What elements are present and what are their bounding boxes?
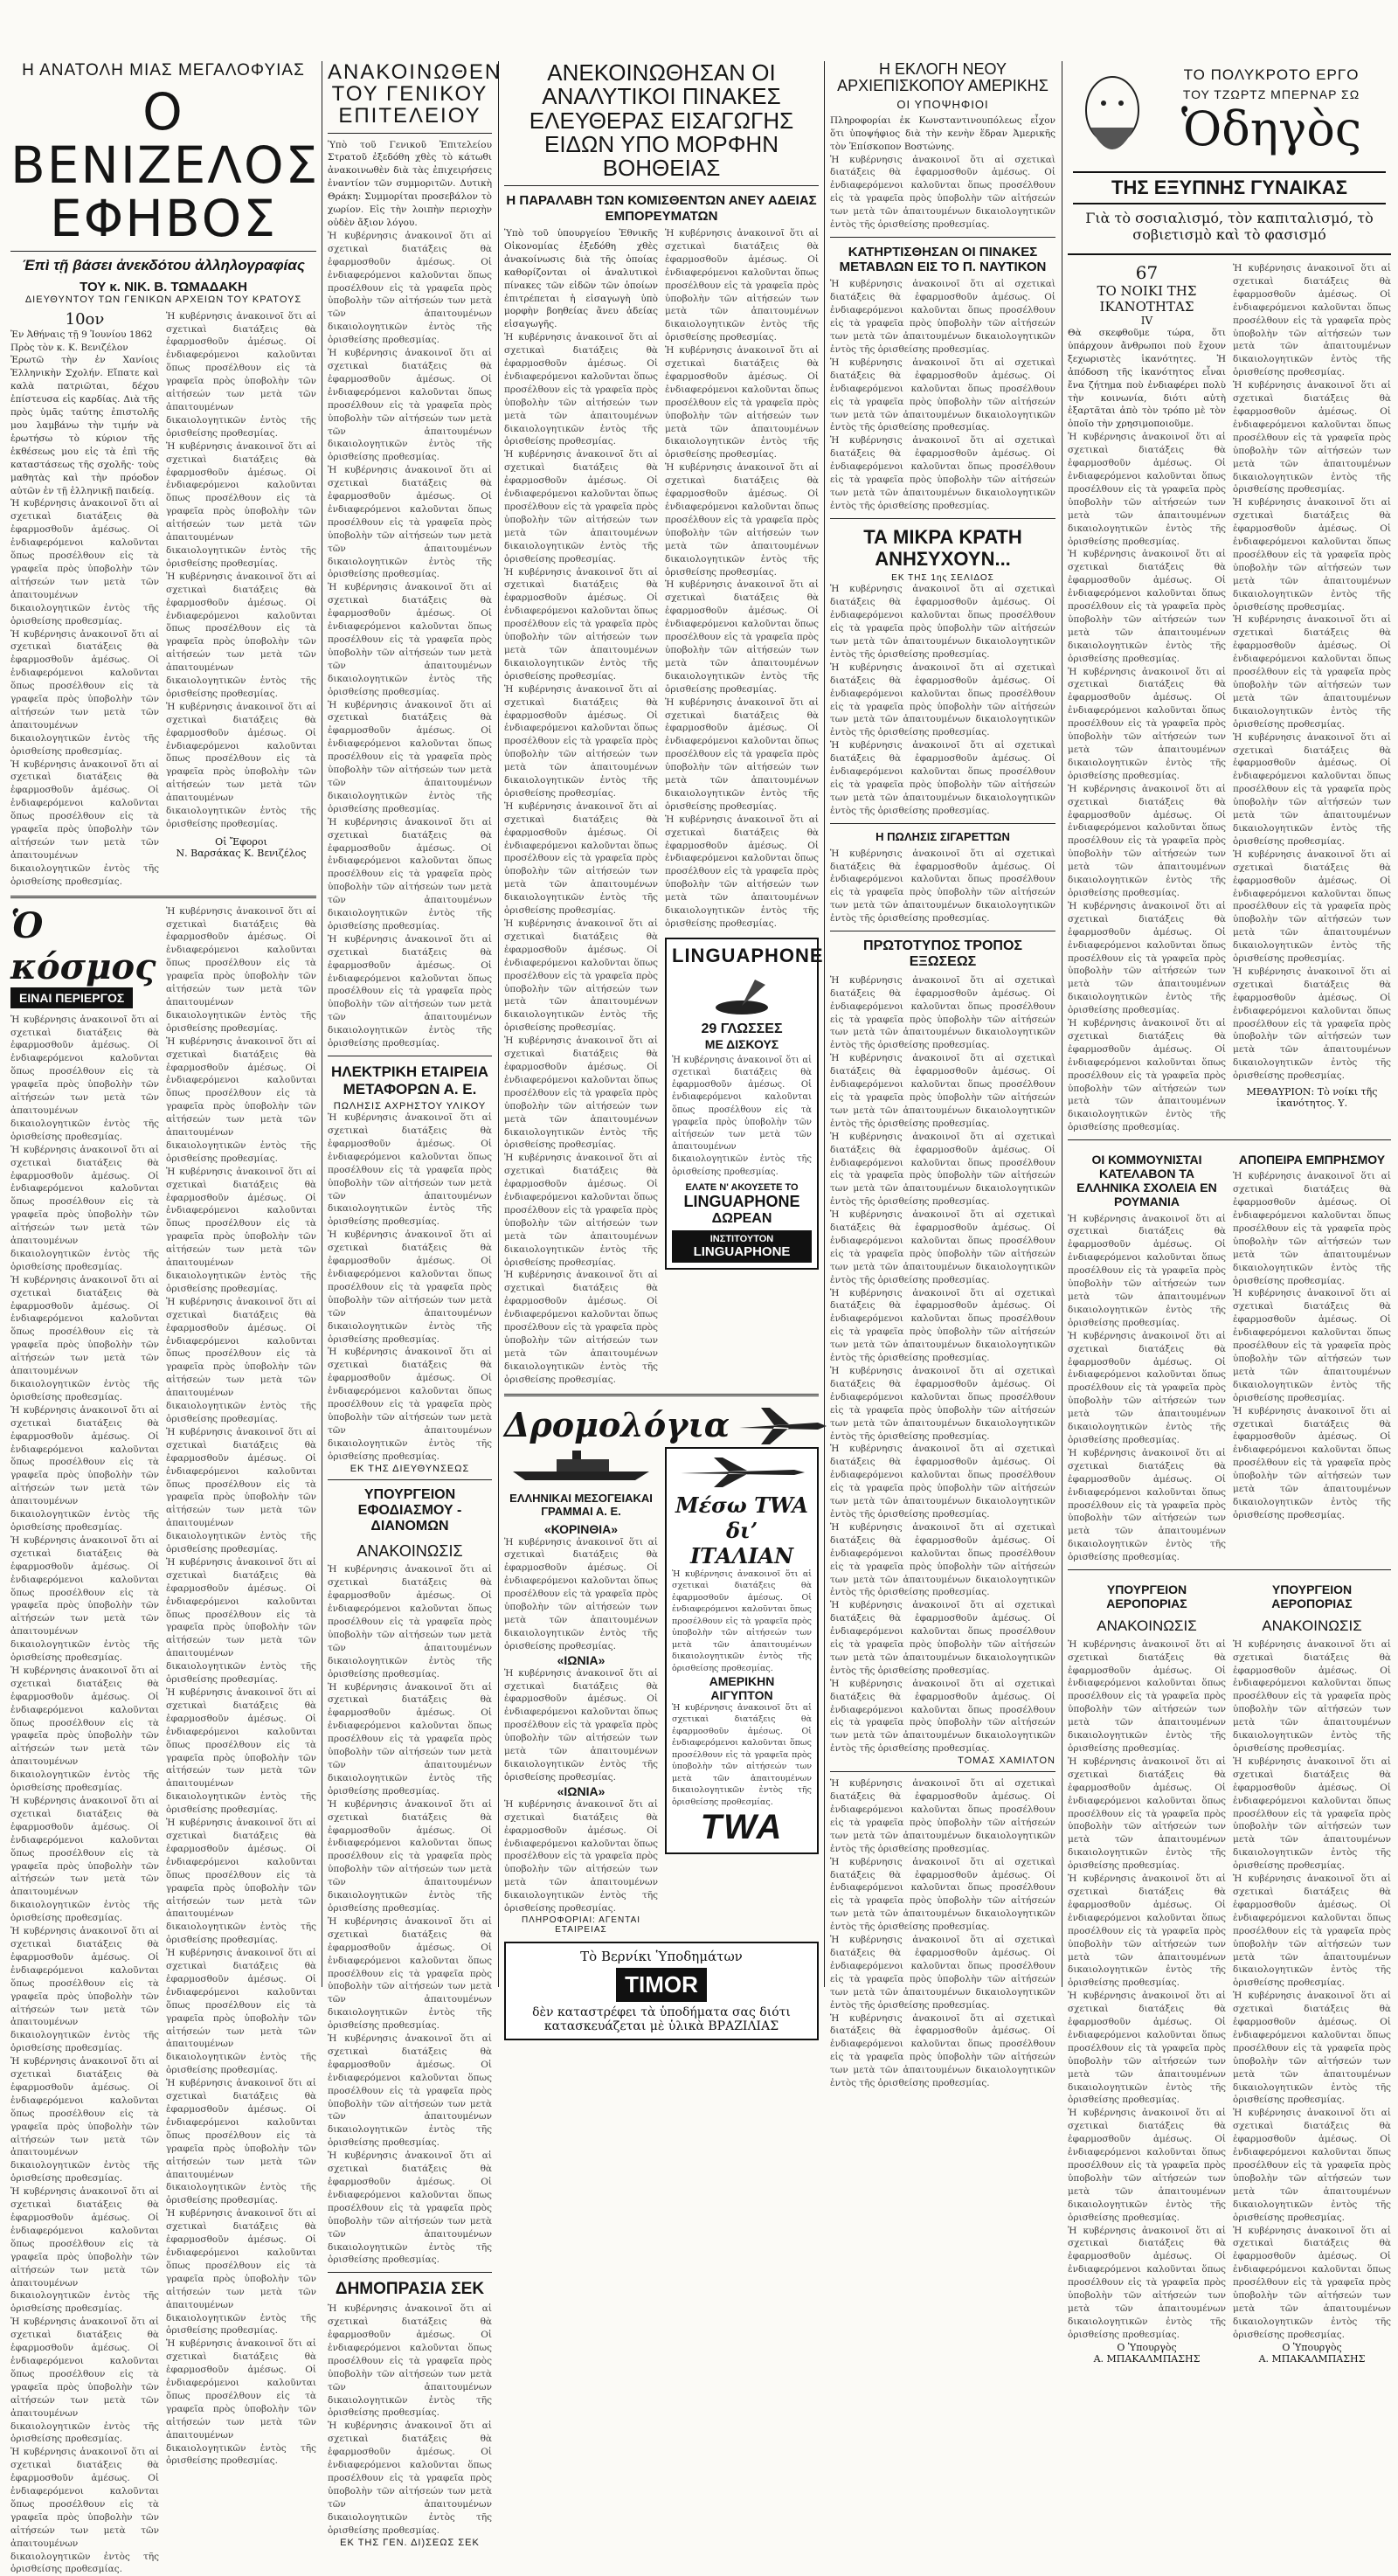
romania-headline: ΟΙ ΚΟΜΜΟΥΝΙΣΤΑΙ ΚΑΤΕΛΑΒΟΝ ΤΑ ΕΛΛΗΝΙΚΑ ΣΧΟΛΕΙΑ ΕΝ ΡΟΥΜΑΝΙΑ xyxy=(1076,1153,1217,1209)
import-headline: ΑΝΕΚΟΙΝΩΘΗΣΑΝ ΟΙ ΑΝΑΛΥΤΙΚΟΙ ΠΙΝΑΚΕΣ ΕΛΕΥΘΕΡΑΣ ΕΙΣΑΓΩΓΗΣ ΕΙΔΩΝ ΥΠΟ ΜΟΡΦΗΝ ΒΟΗΘΕΙΑΣ xyxy=(529,59,794,182)
col4-body-20: Ἡ κυβέρνησις ἀνακοινοῖ ὅτι αἱ σχετικαὶ διατάξεις θὰ ἐφαρμοσθοῦν ἀμέσως. Οἱ ἐνδιαφερόμενοι καλοῦνται ὅπως προσέλθουν εἰς τὰ γραφεῖα πρὸς ὑποβολὴν τῶν αἰτήσεών των μετὰ τῶν ἀπαιτουμένων δικαιολογητικῶν ἐντὸς τῆς ὁρισθείσης προθεσμίας. xyxy=(830,1856,1055,1933)
electric-company-title: ΗΛΕΚΤΡΙΚΗ ΕΤΑΙΡΕΙΑ ΜΕΤΑΦΟΡΩΝ Α. Ε. xyxy=(330,1063,489,1098)
subtitle: Έπὶ τῇ βάσει ἀνεκδότου ἀλληλογραφίας xyxy=(22,256,305,274)
col4-body-6: Ἡ κυβέρνησις ἀνακοινοῖ ὅτι αἱ σχετικαὶ διατάξεις θὰ ἐφαρμοσθοῦν ἀμέσως. Οἱ ἐνδιαφερόμενοι καλοῦνται ὅπως προσέλθουν εἰς τὰ γραφεῖα πρὸς ὑποβολὴν τῶν αἰτήσεών των μετὰ τῶν ἀπαιτουμένων δικαιολογητικῶν ἐντὸς τῆς ὁρισθείσης προθεσμίας. xyxy=(830,661,1055,738)
column-4 xyxy=(830,60,1055,2089)
col4-body-3: Ἡ κυβέρνησις ἀνακοινοῖ ὅτι αἱ σχετικαὶ διατάξεις θὰ ἐφαρμοσθοῦν ἀμέσως. Οἱ ἐνδιαφερόμενοι καλοῦνται ὅπως προσέλθουν εἰς τὰ γραφεῖα πρὸς ὑποβολὴν τῶν αἰτήσεών των μετὰ τῶν ἀπαιτουμένων δικαιολογητικῶν ἐντὸς τῆς ὁρισθείσης προθεσμίας. xyxy=(830,357,1055,433)
col5-body-13: Ἡ κυβέρνησις ἀνακοινοῖ ὅτι αἱ σχετικαὶ διατάξεις θὰ ἐφαρμοσθοῦν ἀμέσως. Οἱ ἐνδιαφερόμενοι καλοῦνται ὅπως προσέλθουν εἰς τὰ γραφεῖα πρὸς ὑποβολὴν τῶν αἰτήσεών των μετὰ τῶν ἀπαιτουμένων δικαιολογητικῶν ἐντὸς τῆς ὁρισθείσης προθεσμίας. xyxy=(1233,966,1391,1082)
column-5 xyxy=(1068,61,1391,2365)
ship-2-info: Ἡ κυβέρνησις ἀνακοινοῖ ὅτι αἱ σχετικαὶ διατάξεις θὰ ἐφαρμοσθοῦν ἀμέσως. Οἱ ἐνδιαφερόμενοι καλοῦνται ὅπως προσέλθουν εἰς τὰ γραφεῖα πρὸς ὑποβολὴν τῶν αἰτήσεών των μετὰ τῶν ἀπαιτουμένων δικαιολογητικῶν ἐντὸς τῆς ὁρισθείσης προθεσμίας. xyxy=(504,1667,658,1783)
article-body: Ἐρωτῶ τὴν ἐν Χανίοις Ἑλληνικὴν Σχολήν. Εἴπατε καὶ καλὰ πατριῶται, δέχου ἐπίστευσα εἰς καρδίας. Διὰ τῆς πρὸς ὑμᾶς ταύτης ἐπιστολῆς μου λαμβάνω τὴν τιμήν νὰ ἐρωτήσω τὸ κύριον τῆς ἐκθέσεως μου εἰς τὰ ἐπὶ τῆς καταστάσεως τῆς σχολῆς· τοὺς μαθητὰς καὶ τὴν πρόοδον αὐτῶν ἐν τῇ ἑλληνικῇ παιδείᾳ. xyxy=(10,355,159,496)
col3-body-11: Ἡ κυβέρνησις ἀνακοινοῖ ὅτι αἱ σχετικαὶ διατάξεις θὰ ἐφαρμοσθοῦν ἀμέσως. Οἱ ἐνδιαφερόμενοι καλοῦνται ὅπως προσέλθουν εἰς τὰ γραφεῖα πρὸς ὑποβολὴν τῶν αἰτήσεών των μετὰ τῶν ἀπαιτουμένων δικαιολογητικῶν ἐντὸς τῆς ὁρισθείσης προθεσμίας. xyxy=(665,345,819,460)
twa-body-2: Ἡ κυβέρνησις ἀνακοινοῖ ὅτι αἱ σχετικαὶ διατάξεις θὰ ἐφαρμοσθοῦν ἀμέσως. Οἱ ἐνδιαφερόμενοι καλοῦνται ὅπως προσέλθουν εἰς τὰ γραφεῖα πρὸς ὑποβολὴν τῶν αἰτήσεών των μετὰ τῶν ἀπαιτουμένων δικαιολογητικῶν ἐντὸς τῆς ὁρισθείσης προθεσμίας. xyxy=(672,1703,812,1807)
kicker: Η ΑΝΑΤΟΛΗ ΜΙΑΣ ΜΕΓΑΛΟΦΥΙΑΣ xyxy=(22,61,305,80)
byline-role: ΔΙΕΥΘΥΝΤΟΥ ΤΩΝ ΓΕΝΙΚΩΝ ΑΡΧΕΙΩΝ ΤΟΥ ΚΡΑΤΟΥΣ xyxy=(24,294,302,305)
kosmos-body-10: Ἡ κυβέρνησις ἀνακοινοῖ ὅτι αἱ σχετικαὶ διατάξεις θὰ ἐφαρμοσθοῦν ἀμέσως. Οἱ ἐνδιαφερόμενοι καλοῦνται ὅπως προσέλθουν εἰς τὰ γραφεῖα πρὸς ὑποβολὴν τῶν αἰτήσεών των μετὰ τῶν ἀπαιτουμένων δικαιολογητικῶν ἐντὸς τῆς ὁρισθείσης προθεσμίας. xyxy=(10,2186,159,2315)
col4-body-19: Ἡ κυβέρνησις ἀνακοινοῖ ὅτι αἱ σχετικαὶ διατάξεις θὰ ἐφαρμοσθοῦν ἀμέσως. Οἱ ἐνδιαφερόμενοι καλοῦνται ὅπως προσέλθουν εἰς τὰ γραφεῖα πρὸς ὑποβολὴν τῶν αἰτήσεών των μετὰ τῶν ἀπαιτουμένων δικαιολογητικῶν ἐντὸς τῆς ὁρισθείσης προθεσμίας. xyxy=(830,1778,1055,1854)
article-body-5: Ἡ κυβέρνησις ἀνακοινοῖ ὅτι αἱ σχετικαὶ διατάξεις θὰ ἐφαρμοσθοῦν ἀμέσως. Οἱ ἐνδιαφερόμενοι καλοῦνται ὅπως προσέλθουν εἰς τὰ γραφεῖα πρὸς ὑποβολὴν τῶν αἰτήσεών των μετὰ τῶν ἀπαιτουμένων δικαιολογητικῶν ἐντὸς τῆς ὁρισθείσης προθεσμίας. xyxy=(166,310,316,439)
col2-body-3: Ἡ κυβέρνησις ἀνακοινοῖ ὅτι αἱ σχετικαὶ διατάξεις θὰ ἐφαρμοσθοῦν ἀμέσως. Οἱ ἐνδιαφερόμενοι καλοῦνται ὅπως προσέλθουν εἰς τὰ γραφεῖα πρὸς ὑποβολὴν τῶν αἰτήσεών των μετὰ τῶν ἀπαιτουμένων δικαιολογητικῶν ἐντὸς τῆς ὁρισθείσης προθεσμίας. xyxy=(328,465,492,580)
kosmos-body-1: Ἡ κυβέρνησις ἀνακοινοῖ ὅτι αἱ σχετικαὶ διατάξεις θὰ ἐφαρμοσθοῦν ἀμέσως. Οἱ ἐνδιαφερόμενοι καλοῦνται ὅπως προσέλθουν εἰς τὰ γραφεῖα πρὸς ὑποβολὴν τῶν αἰτήσεών των μετὰ τῶν ἀπαιτουμένων δικαιολογητικῶν ἐντὸς τῆς ὁρισθείσης προθεσμίας. xyxy=(10,1014,159,1142)
kosmos-body-5: Ἡ κυβέρνησις ἀνακοινοῖ ὅτι αἱ σχετικαὶ διατάξεις θὰ ἐφαρμοσθοῦν ἀμέσως. Οἱ ἐνδιαφερόμενοι καλοῦνται ὅπως προσέλθουν εἰς τὰ γραφεῖα πρὸς ὑποβολὴν τῶν αἰτήσεών των μετὰ τῶν ἀπαιτουμένων δικαιολογητικῶν ἐντὸς τῆς ὁρισθείσης προθεσμίας. xyxy=(10,1534,159,1664)
navy-headline: ΚΑΤΗΡΤΙΣΘΗΣΑΝ ΟΙ ΠΙΝΑΚΕΣ ΜΕΤΑΒΛΩΝ ΕΙΣ ΤΟ Π. ΝΑΥΤΙΚΟΝ xyxy=(839,244,1047,275)
air-ministry-2-signature: Ο Ὑπουργὸς Α. ΜΠΑΚΑΛΜΠΑΣΗΣ xyxy=(1258,2341,1366,2365)
article-body-8: Ἡ κυβέρνησις ἀνακοινοῖ ὅτι αἱ σχετικαὶ διατάξεις θὰ ἐφαρμοσθοῦν ἀμέσως. Οἱ ἐνδιαφερόμενοι καλοῦνται ὅπως προσέλθουν εἰς τὰ γραφεῖα πρὸς ὑποβολὴν τῶν αἰτήσεών των μετὰ τῶν ἀπαιτουμένων δικαιολογητικῶν ἐντὸς τῆς ὁρισθείσης προθεσμίας. xyxy=(166,701,316,830)
col2-body-15: Ἡ κυβέρνησις ἀνακοινοῖ ὅτι αἱ σχετικαὶ διατάξεις θὰ ἐφαρμοσθοῦν ἀμέσως. Οἱ ἐνδιαφερόμενοι καλοῦνται ὅπως προσέλθουν εἰς τὰ γραφεῖα πρὸς ὑποβολὴν τῶν αἰτήσεών των μετὰ τῶν ἀπαιτουμένων δικαιολογητικῶν ἐντὸς τῆς ὁρισθείσης προθεσμίας. xyxy=(328,2033,492,2149)
col3-body-13: Ἡ κυβέρνησις ἀνακοινοῖ ὅτι αἱ σχετικαὶ διατάξεις θὰ ἐφαρμοσθοῦν ἀμέσως. Οἱ ἐνδιαφερόμενοι καλοῦνται ὅπως προσέλθουν εἰς τὰ γραφεῖα πρὸς ὑποβολὴν τῶν αἰτήσεών των μετὰ τῶν ἀπαιτουμένων δικαιολογητικῶν ἐντὸς τῆς ὁρισθείσης προθεσμίας. xyxy=(665,579,819,695)
routes-title: Δρομολόγια xyxy=(504,1405,730,1445)
col1b-body-1: Ἡ κυβέρνησις ἀνακοινοῖ ὅτι αἱ σχετικαὶ διατάξεις θὰ ἐφαρμοσθοῦν ἀμέσως. Οἱ ἐνδιαφερόμενοι καλοῦνται ὅπως προσέλθουν εἰς τὰ γραφεῖα πρὸς ὑποβολὴν τῶν αἰτήσεών των μετὰ τῶν ἀπαιτουμένων δικαιολογητικῶν ἐντὸς τῆς ὁρισθείσης προθεσμίας. xyxy=(166,905,316,1034)
col5-body-5: Ἡ κυβέρνησις ἀνακοινοῖ ὅτι αἱ σχετικαὶ διατάξεις θὰ ἐφαρμοσθοῦν ἀμέσως. Οἱ ἐνδιαφερόμενοι καλοῦνται ὅπως προσέλθουν εἰς τὰ γραφεῖα πρὸς ὑποβολὴν τῶν αἰτήσεών των μετὰ τῶν ἀπαιτουμένων δικαιολογητικῶν ἐντὸς τῆς ὁρισθείσης προθεσμίας. xyxy=(1068,900,1226,1016)
col2-body-1: Ἡ κυβέρνησις ἀνακοινοῖ ὅτι αἱ σχετικαὶ διατάξεις θὰ ἐφαρμοσθοῦν ἀμέσως. Οἱ ἐνδιαφερόμενοι καλοῦνται ὅπως προσέλθουν εἰς τὰ γραφεῖα πρὸς ὑποβολὴν τῶν αἰτήσεών των μετὰ τῶν ἀπαιτουμένων δικαιολογητικῶν ἐντὸς τῆς ὁρισθείσης προθεσμίας. xyxy=(328,230,492,346)
kosmos-title: Ὁ κόσμος xyxy=(10,904,156,987)
chapter-sub: IV xyxy=(1140,315,1153,327)
col4-body-21: Ἡ κυβέρνησις ἀνακοινοῖ ὅτι αἱ σχετικαὶ διατάξεις θὰ ἐφαρμοσθοῦν ἀμέσως. Οἱ ἐνδιαφερόμενοι καλοῦνται ὅπως προσέλθουν εἰς τὰ γραφεῖα πρὸς ὑποβολὴν τῶν αἰτήσεών των μετὰ τῶν ἀπαιτουμένων δικαιολογητικῶν ἐντὸς τῆς ὁρισθείσης προθεσμίας. xyxy=(830,1935,1055,2011)
timor-brand: TIMOR xyxy=(616,1968,707,2002)
ship-icon xyxy=(504,1447,658,1482)
shaw-title-2: ΤΗΣ ΕΞΥΠΝΗΣ ΓΥΝΑΙΚΑΣ xyxy=(1073,171,1386,204)
cigarettes-headline: Η ΠΩΛΗΣΙΣ ΣΙΓΑΡΕΤΤΩΝ xyxy=(875,829,1010,843)
col4-body-10: Ἡ κυβέρνησις ἀνακοινοῖ ὅτι αἱ σχετικαὶ διατάξεις θὰ ἐφαρμοσθοῦν ἀμέσως. Οἱ ἐνδιαφερόμενοι καλοῦνται ὅπως προσέλθουν εἰς τὰ γραφεῖα πρὸς ὑποβολὴν τῶν αἰτήσεών των μετὰ τῶν ἀπαιτουμένων δικαιολογητικῶν ἐντὸς τῆς ὁρισθείσης προθεσμίας. xyxy=(830,1053,1055,1129)
col5-body-16: Ἡ κυβέρνησις ἀνακοινοῖ ὅτι αἱ σχετικαὶ διατάξεις θὰ ἐφαρμοσθοῦν ἀμέσως. Οἱ ἐνδιαφερόμενοι καλοῦνται ὅπως προσέλθουν εἰς τὰ γραφεῖα πρὸς ὑποβολὴν τῶν αἰτήσεών των μετὰ τῶν ἀπαιτουμένων δικαιολογητικῶν ἐντὸς τῆς ὁρισθείσης προθεσμίας. xyxy=(1068,1447,1226,1563)
col4-body-11: Ἡ κυβέρνησις ἀνακοινοῖ ὅτι αἱ σχετικαὶ διατάξεις θὰ ἐφαρμοσθοῦν ἀμέσως. Οἱ ἐνδιαφερόμενοι καλοῦνται ὅπως προσέλθουν εἰς τὰ γραφεῖα πρὸς ὑποβολὴν τῶν αἰτήσεών των μετὰ τῶν ἀπαιτουμένων δικαιολογητικῶν ἐντὸς τῆς ὁρισθείσης προθεσμίας. xyxy=(830,1131,1055,1208)
col2-body-14: Ἡ κυβέρνησις ἀνακοινοῖ ὅτι αἱ σχετικαὶ διατάξεις θὰ ἐφαρμοσθοῦν ἀμέσως. Οἱ ἐνδιαφερόμενοι καλοῦνται ὅπως προσέλθουν εἰς τὰ γραφεῖα πρὸς ὑποβολὴν τῶν αἰτήσεών των μετὰ τῶν ἀπαιτουμένων δικαιολογητικῶν ἐντὸς τῆς ὁρισθείσης προθεσμίας. xyxy=(328,1915,492,2032)
plane-icon xyxy=(672,1454,812,1489)
col4-body-12: Ἡ κυβέρνησις ἀνακοινοῖ ὅτι αἱ σχετικαὶ διατάξεις θὰ ἐφαρμοσθοῦν ἀμέσως. Οἱ ἐνδιαφερόμενοι καλοῦνται ὅπως προσέλθουν εἰς τὰ γραφεῖα πρὸς ὑποβολὴν τῶν αἰτήσεών των μετὰ τῶν ἀπαιτουμένων δικαιολογητικῶν ἐντὸς τῆς ὁρισθείσης προθεσμίας. xyxy=(830,1209,1055,1285)
kosmos-body-8: Ἡ κυβέρνησις ἀνακοινοῖ ὅτι αἱ σχετικαὶ διατάξεις θὰ ἐφαρμοσθοῦν ἀμέσως. Οἱ ἐνδιαφερόμενοι καλοῦνται ὅπως προσέλθουν εἰς τὰ γραφεῖα πρὸς ὑποβολὴν τῶν αἰτήσεών των μετὰ τῶν ἀπαιτουμένων δικαιολογητικῶν ἐντὸς τῆς ὁρισθείσης προθεσμίας. xyxy=(10,1926,159,2054)
twa-body-1: Ἡ κυβέρνησις ἀνακοινοῖ ὅτι αἱ σχετικαὶ διατάξεις θὰ ἐφαρμοσθοῦν ἀμέσως. Οἱ ἐνδιαφερόμενοι καλοῦνται ὅπως προσέλθουν εἰς τὰ γραφεῖα πρὸς ὑποβολὴν τῶν αἰτήσεών των μετὰ τῶν ἀπαιτουμένων δικαιολογητικῶν ἐντὸς τῆς ὁρισθείσης προθεσμίας. xyxy=(672,1568,812,1673)
chapter-body: Θὰ σκεφθοῦμε τώρα, ὅτι ὑπάρχουν ἄνθρωποι ποὺ ἔχουν ξεχωριστὲς ἱκανότητες. Ἡ ἀπόδοση τῆς ἱκανότητος εἶναι ἔνα ζήτημα ποὺ ἐνδιαφέρει πολὺ τὴν κοινωνία, διότι αὐτὴ ἐξαρτᾶται ἀπὸ τὸν τρόπο μὲ τὸν ὁποῖο τὴν χρησιμοποιοῦμε. xyxy=(1068,328,1226,430)
twa-ad xyxy=(665,1447,819,1855)
shaw-feature-header xyxy=(1068,61,1391,255)
col4-body-16: Ἡ κυβέρνησις ἀνακοινοῖ ὅτι αἱ σχετικαὶ διατάξεις θὰ ἐφαρμοσθοῦν ἀμέσως. Οἱ ἐνδιαφερόμενοι καλοῦνται ὅπως προσέλθουν εἰς τὰ γραφεῖα πρὸς ὑποβολὴν τῶν αἰτήσεών των μετὰ τῶν ἀπαιτουμένων δικαιολογητικῶν ἐντὸς τῆς ὁρισθείσης προθεσμίας. xyxy=(830,1521,1055,1598)
col5-body-21: Ἡ κυβέρνησις ἀνακοινοῖ ὅτι αἱ σχετικαὶ διατάξεις θὰ ἐφαρμοσθοῦν ἀμέσως. Οἱ ἐνδιαφερόμενοι καλοῦνται ὅπως προσέλθουν εἰς τὰ γραφεῖα πρὸς ὑποβολὴν τῶν αἰτήσεών των μετὰ τῶν ἀπαιτουμένων δικαιολογητικῶν ἐντὸς τῆς ὁρισθείσης προθεσμίας. xyxy=(1068,1755,1226,1872)
airplane-icon xyxy=(735,1403,831,1447)
linguaphone-institute xyxy=(672,1230,812,1263)
article-body-7: Ἡ κυβέρνησις ἀνακοινοῖ ὅτι αἱ σχετικαὶ διατάξεις θὰ ἐφαρμοσθοῦν ἀμέσως. Οἱ ἐνδιαφερόμενοι καλοῦνται ὅπως προσέλθουν εἰς τὰ γραφεῖα πρὸς ὑποβολὴν τῶν αἰτήσεών των μετὰ τῶν ἀπαιτουμένων δικαιολογητικῶν ἐντὸς τῆς ὁρισθείσης προθεσμίας. xyxy=(166,571,316,699)
shaw-kicker: ΤΟ ΠΟΛΥΚΡΟΤΟ ΕΡΓΟ xyxy=(1183,66,1360,83)
twa-line4: ΑΙΓΥΠΤΟΝ xyxy=(710,1688,773,1702)
linguaphone-line2: ΜΕ ΔΙΣΚΟΥΣ xyxy=(704,1036,779,1051)
timor-headline: Τὸ Βερνίκι Ὑποδημάτων xyxy=(580,1948,743,1964)
ship-ionia-2: «ΙΩΝΙΑ» xyxy=(557,1783,606,1798)
general-staff-title: ΑΝΑΚΟΙΝΩΘΕΝ ΤΟΥ ΓΕΝΙΚΟΥ ΕΠΙΤΕΛΕΙΟΥ xyxy=(328,60,502,128)
kosmos-subtitle: ΕΙΝΑΙ ΠΕΡΙΕΡΓΟΣ xyxy=(10,987,133,1008)
air-ministry-1-sub: ΑΝΑΚΟΙΝΩΣΙΣ xyxy=(1097,1617,1197,1635)
byline: ΤΟΥ κ. ΝΙΚ. Β. ΤΩΜΑΔΑΚΗ xyxy=(80,279,247,294)
col1b-body-8: Ἡ κυβέρνησις ἀνακοινοῖ ὅτι αἱ σχετικαὶ διατάξεις θὰ ἐφαρμοσθοῦν ἀμέσως. Οἱ ἐνδιαφερόμενοι καλοῦνται ὅπως προσέλθουν εἰς τὰ γραφεῖα πρὸς ὑποβολὴν τῶν αἰτήσεών των μετὰ τῶν ἀπαιτουμένων δικαιολογητικῶν ἐντὸς τῆς ὁρισθείσης προθεσμίας. xyxy=(166,1818,316,1946)
shaw-author: ΤΟΥ ΤΖΩΡΤΖ ΜΠΕΡΝΑΡ ΣΩ xyxy=(1182,87,1360,101)
chapter-number: 67 xyxy=(1135,262,1159,283)
auction-signature: ΕΚ ΤΗΣ ΓΕΝ. ΔΙ)ΣΕΩΣ ΣΕΚ xyxy=(340,2537,480,2548)
eviction-headline: ΠΡΩΤΟΤΥΠΟΣ ΤΡΟΠΟΣ ΕΞΩΣΕΩΣ xyxy=(863,938,1022,970)
col4-body-17: Ἡ κυβέρνησις ἀνακοινοῖ ὅτι αἱ σχετικαὶ διατάξεις θὰ ἐφαρμοσθοῦν ἀμέσως. Οἱ ἐνδιαφερόμενοι καλοῦνται ὅπως προσέλθουν εἰς τὰ γραφεῖα πρὸς ὑποβολὴν τῶν αἰτήσεών των μετὰ τῶν ἀπαιτουμένων δικαιολογητικῶν ἐντὸς τῆς ὁρισθείσης προθεσμίας. xyxy=(830,1600,1055,1676)
archbishop-sub: ΟΙ ΥΠΟΨΗΦΙΟΙ xyxy=(896,97,989,111)
headline-venizelos: Ο ΒΕΝΙΖΕΛΟΣ xyxy=(10,82,320,195)
col5-body-25: Ἡ κυβέρνησις ἀνακοινοῖ ὅτι αἱ σχετικαὶ διατάξεις θὰ ἐφαρμοσθοῦν ἀμέσως. Οἱ ἐνδιαφερόμενοι καλοῦνται ὅπως προσέλθουν εἰς τὰ γραφεῖα πρὸς ὑποβολὴν τῶν αἰτήσεών των μετὰ τῶν ἀπαιτουμένων δικαιολογητικῶν ἐντὸς τῆς ὁρισθείσης προθεσμίας. xyxy=(1068,2225,1226,2340)
col3-body-3: Ἡ κυβέρνησις ἀνακοινοῖ ὅτι αἱ σχετικαὶ διατάξεις θὰ ἐφαρμοσθοῦν ἀμέσως. Οἱ ἐνδιαφερόμενοι καλοῦνται ὅπως προσέλθουν εἰς τὰ γραφεῖα πρὸς ὑποβολὴν τῶν αἰτήσεών των μετὰ τῶν ἀπαιτουμένων δικαιολογητικῶν ἐντὸς τῆς ὁρισθείσης προθεσμίας. xyxy=(504,566,658,682)
col4-body-8: Ἡ κυβέρνησις ἀνακοινοῖ ὅτι αἱ σχετικαὶ διατάξεις θὰ ἐφαρμοσθοῦν ἀμέσως. Οἱ ἐνδιαφερόμενοι καλοῦνται ὅπως προσέλθουν εἰς τὰ γραφεῖα πρὸς ὑποβολὴν τῶν αἰτήσεών των μετὰ τῶν ἀπαιτουμένων δικαιολογητικῶν ἐντὸς τῆς ὁρισθείσης προθεσμίας. xyxy=(830,848,1055,924)
continued-note: ΜΕΘΑΥΡΙΟΝ: Τὸ νοίκι τῆς ἱκανότητος. Υ. xyxy=(1246,1086,1378,1110)
general-staff-body: Ὑπὸ τοῦ Γενικοῦ Ἐπιτελείου Στρατοῦ ἐξεδόθη χθὲς τὸ κάτωθι ἀνακοινωθὲν διὰ τὰς ἐπιχειρήσεις ἐναντίον τῶν συμμοριτῶν. Δυτικὴ Θράκη: Συμμορίται προσεβάλον τὸ χωρίον. Εἰς τὴν λοιπὴν περιοχὴν οὐδὲν ἄξιον λόγου. xyxy=(328,139,492,228)
twa-brand: TWA xyxy=(700,1808,784,1847)
col4-body-15: Ἡ κυβέρνησις ἀνακοινοῖ ὅτι αἱ σχετικαὶ διατάξεις θὰ ἐφαρμοσθοῦν ἀμέσως. Οἱ ἐνδιαφερόμενοι καλοῦνται ὅπως προσέλθουν εἰς τὰ γραφεῖα πρὸς ὑποβολὴν τῶν αἰτήσεών των μετὰ τῶν ἀπαιτουμένων δικαιολογητικῶν ἐντὸς τῆς ὁρισθείσης προθεσμίας. xyxy=(830,1444,1055,1520)
col2-body-18: Ἡ κυβέρνησις ἀνακοινοῖ ὅτι αἱ σχετικαὶ διατάξεις θὰ ἐφαρμοσθοῦν ἀμέσως. Οἱ ἐνδιαφερόμενοι καλοῦνται ὅπως προσέλθουν εἰς τὰ γραφεῖα πρὸς ὑποβολὴν τῶν αἰτήσεών των μετὰ τῶν ἀπαιτουμένων δικαιολογητικῶν ἐντὸς τῆς ὁρισθείσης προθεσμίας. xyxy=(328,2420,492,2536)
linguaphone-line1: 29 ΓΛΩΣΣΕΣ xyxy=(701,1021,783,1036)
col4-body-14: Ἡ κυβέρνησις ἀνακοινοῖ ὅτι αἱ σχετικαὶ διατάξεις θὰ ἐφαρμοσθοῦν ἀμέσως. Οἱ ἐνδιαφερόμενοι καλοῦνται ὅπως προσέλθουν εἰς τὰ γραφεῖα πρὸς ὑποβολὴν τῶν αἰτήσεών των μετὰ τῶν ἀπαιτουμένων δικαιολογητικῶν ἐντὸς τῆς ὁρισθείσης προθεσμίας. xyxy=(830,1366,1055,1442)
col5-body-11: Ἡ κυβέρνησις ἀνακοινοῖ ὅτι αἱ σχετικαὶ διατάξεις θὰ ἐφαρμοσθοῦν ἀμέσως. Οἱ ἐνδιαφερόμενοι καλοῦνται ὅπως προσέλθουν εἰς τὰ γραφεῖα πρὸς ὑποβολὴν τῶν αἰτήσεών των μετὰ τῶν ἀπαιτουμένων δικαιολογητικῶν ἐντὸς τῆς ὁρισθείσης προθεσμίας. xyxy=(1233,731,1391,847)
archbishop-headline: Η ΕΚΛΟΓΗ ΝΕΟΥ ΑΡΧΙΕΠΙΣΚΟΠΟΥ ΑΜΕΡΙΚΗΣ xyxy=(837,60,1048,94)
archbishop-body: Πληροφορίαι ἐκ Κωνσταντινουπόλεως εἶχον ὅτι ὑποψήφιος διὰ τὴν κενὴν ἕδραν Ἀμερικῆς τὸν Ἐπίσκοπον Βοστώνης. xyxy=(830,114,1055,152)
col3-body-8: Ἡ κυβέρνησις ἀνακοινοῖ ὅτι αἱ σχετικαὶ διατάξεις θὰ ἐφαρμοσθοῦν ἀμέσως. Οἱ ἐνδιαφερόμενοι καλοῦνται ὅπως προσέλθουν εἰς τὰ γραφεῖα πρὸς ὑποβολὴν τῶν αἰτήσεών των μετὰ τῶν ἀπαιτουμένων δικαιολογητικῶν ἐντὸς τῆς ὁρισθείσης προθεσμίας. xyxy=(504,1153,658,1268)
col5-body-20: Ἡ κυβέρνησις ἀνακοινοῖ ὅτι αἱ σχετικαὶ διατάξεις θὰ ἐφαρμοσθοῦν ἀμέσως. Οἱ ἐνδιαφερόμενοι καλοῦνται ὅπως προσέλθουν εἰς τὰ γραφεῖα πρὸς ὑποβολὴν τῶν αἰτήσεών των μετὰ τῶν ἀπαιτουμένων δικαιολογητικῶν ἐντὸς τῆς ὁρισθείσης προθεσμίας. xyxy=(1068,1638,1226,1755)
col5-body-18: Ἡ κυβέρνησις ἀνακοινοῖ ὅτι αἱ σχετικαὶ διατάξεις θὰ ἐφαρμοσθοῦν ἀμέσως. Οἱ ἐνδιαφερόμενοι καλοῦνται ὅπως προσέλθουν εἰς τὰ γραφεῖα πρὸς ὑποβολὴν τῶν αἰτήσεών των μετὰ τῶν ἀπαιτουμένων δικαιολογητικῶν ἐντὸς τῆς ὁρισθείσης προθεσμίας. xyxy=(1233,1288,1391,1403)
air-ministry-2-sub: ΑΝΑΚΟΙΝΩΣΙΣ xyxy=(1262,1617,1362,1635)
col5-body-9: Ἡ κυβέρνησις ἀνακοινοῖ ὅτι αἱ σχετικαὶ διατάξεις θὰ ἐφαρμοσθοῦν ἀμέσως. Οἱ ἐνδιαφερόμενοι καλοῦνται ὅπως προσέλθουν εἰς τὰ γραφεῖα πρὸς ὑποβολὴν τῶν αἰτήσεών των μετὰ τῶν ἀπαιτουμένων δικαιολογητικῶν ἐντὸς τῆς ὁρισθείσης προθεσμίας. xyxy=(1233,497,1391,613)
headline-efivos: ΕΦΗΒΟΣ xyxy=(49,188,277,248)
col5-body-10: Ἡ κυβέρνησις ἀνακοινοῖ ὅτι αἱ σχετικαὶ διατάξεις θὰ ἐφαρμοσθοῦν ἀμέσως. Οἱ ἐνδιαφερόμενοι καλοῦνται ὅπως προσέλθουν εἰς τὰ γραφεῖα πρὸς ὑποβολὴν τῶν αἰτήσεών των μετὰ τῶν ἀπαιτουμένων δικαιολογητικῶν ἐντὸς τῆς ὁρισθείσης προθεσμίας. xyxy=(1233,614,1391,730)
ship-1-info: Ἡ κυβέρνησις ἀνακοινοῖ ὅτι αἱ σχετικαὶ διατάξεις θὰ ἐφαρμοσθοῦν ἀμέσως. Οἱ ἐνδιαφερόμενοι καλοῦνται ὅπως προσέλθουν εἰς τὰ γραφεῖα πρὸς ὑποβολὴν τῶν αἰτήσεών των μετὰ τῶν ἀπαιτουμένων δικαιολογητικῶν ἐντὸς τῆς ὁρισθείσης προθεσμίας. xyxy=(504,1536,658,1652)
article-body-2: Ἡ κυβέρνησις ἀνακοινοῖ ὅτι αἱ σχετικαὶ διατάξεις θὰ ἐφαρμοσθοῦν ἀμέσως. Οἱ ἐνδιαφερόμενοι καλοῦνται ὅπως προσέλθουν εἰς τὰ γραφεῖα πρὸς ὑποβολὴν τῶν αἰτήσεών των μετὰ τῶν ἀπαιτουμένων δικαιολογητικῶν ἐντὸς τῆς ὁρισθείσης προθεσμίας. xyxy=(10,498,159,627)
routes-header xyxy=(504,1403,819,1447)
chapter-title: ΤΟ ΝΟΙΚΙ ΤΗΣ ΙΚΑΝΟΤΗΤΑΣ xyxy=(1097,283,1197,315)
linguaphone-free: ΔΩΡΕΑΝ xyxy=(711,1210,772,1226)
twa-line1: Μέσω TWA xyxy=(675,1492,808,1518)
electric-company-signature: ΕΚ ΤΗΣ ΔΙΕΥΘΥΝΣΕΩΣ xyxy=(350,1463,470,1474)
linguaphone-brand-2: LINGUAPHONE xyxy=(683,1192,800,1210)
col3-body-7: Ἡ κυβέρνησις ἀνακοινοῖ ὅτι αἱ σχετικαὶ διατάξεις θὰ ἐφαρμοσθοῦν ἀμέσως. Οἱ ἐνδιαφερόμενοι καλοῦνται ὅπως προσέλθουν εἰς τὰ γραφεῖα πρὸς ὑποβολὴν τῶν αἰτήσεών των μετὰ τῶν ἀπαιτουμένων δικαιολογητικῶν ἐντὸς τῆς ὁρισθείσης προθεσμίας. xyxy=(504,1035,658,1151)
col5-body-17: Ἡ κυβέρνησις ἀνακοινοῖ ὅτι αἱ σχετικαὶ διατάξεις θὰ ἐφαρμοσθοῦν ἀμέσως. Οἱ ἐνδιαφερόμενοι καλοῦνται ὅπως προσέλθουν εἰς τὰ γραφεῖα πρὸς ὑποβολὴν τῶν αἰτήσεών των μετὰ τῶν ἀπαιτουμένων δικαιολογητικῶν ἐντὸς τῆς ὁρισθείσης προθεσμίας. xyxy=(1233,1171,1391,1286)
import-body: Ὑπὸ τοῦ ὑπουργείου Ἐθνικῆς Οἰκονομίας ἐξεδόθη χθὲς ἀνακοίνωσις διὰ τῆς ὁποίας καθορίζονται οἱ ἀναλυτικοὶ πίνακες τῶν εἰδῶν τῶν ὁποίων ἐπιτρέπεται ἡ εἰσαγωγὴ ὑπὸ μορφὴν βοηθείας ἄνευ ἀδείας εἰσαγωγῆς. xyxy=(504,227,658,330)
col4-body-18: Ἡ κυβέρνησις ἀνακοινοῖ ὅτι αἱ σχετικαὶ διατάξεις θὰ ἐφαρμοσθοῦν ἀμέσως. Οἱ ἐνδιαφερόμενοι καλοῦνται ὅπως προσέλθουν εἰς τὰ γραφεῖα πρὸς ὑποβολὴν τῶν αἰτήσεών των μετὰ τῶν ἀπαιτουμένων δικαιολογητικῶν ἐντὸς τῆς ὁρισθείσης προθεσμίας. xyxy=(830,1678,1055,1755)
col3-body-1: Ἡ κυβέρνησις ἀνακοινοῖ ὅτι αἱ σχετικαὶ διατάξεις θὰ ἐφαρμοσθοῦν ἀμέσως. Οἱ ἐνδιαφερόμενοι καλοῦνται ὅπως προσέλθουν εἰς τὰ γραφεῖα πρὸς ὑποβολὴν τῶν αἰτήσεών των μετὰ τῶν ἀπαιτουμένων δικαιολογητικῶν ἐντὸς τῆς ὁρισθείσης προθεσμίας. xyxy=(504,332,658,447)
shaw-subtitle: Γιὰ τὸ σοσιαλισμό, τὸν καπιταλισμό, τὸ σοβιετισμὸ καὶ τὸ φασισμό xyxy=(1085,210,1374,243)
small-states-headline: ΤΑ ΜΙΚΡΑ ΚΡΑΤΗ ΑΝΗΣΥΧΟΥΝ... xyxy=(863,525,1022,571)
air-ministry-2-title: ΥΠΟΥΡΓΕΙΟΝ ΑΕΡΟΠΟΡΙΑΣ xyxy=(1271,1582,1353,1611)
col5-body-15: Ἡ κυβέρνησις ἀνακοινοῖ ὅτι αἱ σχετικαὶ διατάξεις θὰ ἐφαρμοσθοῦν ἀμέσως. Οἱ ἐνδιαφερόμενοι καλοῦνται ὅπως προσέλθουν εἰς τὰ γραφεῖα πρὸς ὑποβολὴν τῶν αἰτήσεών των μετὰ τῶν ἀπαιτουμένων δικαιολογητικῶν ἐντὸς τῆς ὁρισθείσης προθεσμίας. xyxy=(1068,1330,1226,1445)
ship-korinthia: «ΚΟΡΙΝΘΙΑ» xyxy=(543,1521,619,1536)
col3-body-5: Ἡ κυβέρνησις ἀνακοινοῖ ὅτι αἱ σχετικαὶ διατάξεις θὰ ἐφαρμοσθοῦν ἀμέσως. Οἱ ἐνδιαφερόμενοι καλοῦνται ὅπως προσέλθουν εἰς τὰ γραφεῖα πρὸς ὑποβολὴν τῶν αἰτήσεών των μετὰ τῶν ἀπαιτουμένων δικαιολογητικῶν ἐντὸς τῆς ὁρισθείσης προθεσμίας. xyxy=(504,800,658,917)
col1b-body-3: Ἡ κυβέρνησις ἀνακοινοῖ ὅτι αἱ σχετικαὶ διατάξεις θὰ ἐφαρμοσθοῦν ἀμέσως. Οἱ ἐνδιαφερόμενοι καλοῦνται ὅπως προσέλθουν εἰς τὰ γραφεῖα πρὸς ὑποβολὴν τῶν αἰτήσεών των μετὰ τῶν ἀπαιτουμένων δικαιολογητικῶν ἐντὸς τῆς ὁρισθείσης προθεσμίας. xyxy=(166,1166,316,1294)
col3-body-15: Ἡ κυβέρνησις ἀνακοινοῖ ὅτι αἱ σχετικαὶ διατάξεις θὰ ἐφαρμοσθοῦν ἀμέσως. Οἱ ἐνδιαφερόμενοι καλοῦνται ὅπως προσέλθουν εἰς τὰ γραφεῖα πρὸς ὑποβολὴν τῶν αἰτήσεών των μετὰ τῶν ἀπαιτουμένων δικαιολογητικῶν ἐντὸς τῆς ὁρισθείσης προθεσμίας. xyxy=(665,814,819,930)
col2-body-8: Ἡ κυβέρνησις ἀνακοινοῖ ὅτι αἱ σχετικαὶ διατάξεις θὰ ἐφαρμοσθοῦν ἀμέσως. Οἱ ἐνδιαφερόμενοι καλοῦνται ὅπως προσέλθουν εἰς τὰ γραφεῖα πρὸς ὑποβολὴν τῶν αἰτήσεών των μετὰ τῶν ἀπαιτουμένων δικαιολογητικῶν ἐντὸς τῆς ὁρισθείσης προθεσμίας. xyxy=(328,1112,492,1228)
col2-body-12: Ἡ κυβέρνησις ἀνακοινοῖ ὅτι αἱ σχετικαὶ διατάξεις θὰ ἐφαρμοσθοῦν ἀμέσως. Οἱ ἐνδιαφερόμενοι καλοῦνται ὅπως προσέλθουν εἰς τὰ γραφεῖα πρὸς ὑποβολὴν τῶν αἰτήσεών των μετὰ τῶν ἀπαιτουμένων δικαιολογητικῶν ἐντὸς τῆς ὁρισθείσης προθεσμίας. xyxy=(328,1681,492,1797)
col3-body-4: Ἡ κυβέρνησις ἀνακοινοῖ ὅτι αἱ σχετικαὶ διατάξεις θὰ ἐφαρμοσθοῦν ἀμέσως. Οἱ ἐνδιαφερόμενοι καλοῦνται ὅπως προσέλθουν εἰς τὰ γραφεῖα πρὸς ὑποβολὴν τῶν αἰτήσεών των μετὰ τῶν ἀπαιτουμένων δικαιολογητικῶν ἐντὸς τῆς ὁρισθείσης προθεσμίας. xyxy=(504,683,658,799)
col2-body-11: Ἡ κυβέρνησις ἀνακοινοῖ ὅτι αἱ σχετικαὶ διατάξεις θὰ ἐφαρμοσθοῦν ἀμέσως. Οἱ ἐνδιαφερόμενοι καλοῦνται ὅπως προσέλθουν εἰς τὰ γραφεῖα πρὸς ὑποβολὴν τῶν αἰτήσεών των μετὰ τῶν ἀπαιτουμένων δικαιολογητικῶν ἐντὸς τῆς ὁρισθείσης προθεσμίας. xyxy=(328,1564,492,1679)
col5-body-23: Ἡ κυβέρνησις ἀνακοινοῖ ὅτι αἱ σχετικαὶ διατάξεις θὰ ἐφαρμοσθοῦν ἀμέσως. Οἱ ἐνδιαφερόμενοι καλοῦνται ὅπως προσέλθουν εἰς τὰ γραφεῖα πρὸς ὑποβολὴν τῶν αἰτήσεών των μετὰ τῶν ἀπαιτουμένων δικαιολογητικῶν ἐντὸς τῆς ὁρισθείσης προθεσμίας. xyxy=(1068,1991,1226,2106)
col5-body-12: Ἡ κυβέρνησις ἀνακοινοῖ ὅτι αἱ σχετικαὶ διατάξεις θὰ ἐφαρμοσθοῦν ἀμέσως. Οἱ ἐνδιαφερόμενοι καλοῦνται ὅπως προσέλθουν εἰς τὰ γραφεῖα πρὸς ὑποβολὴν τῶν αἰτήσεών των μετὰ τῶν ἀπαιτουμένων δικαιολογητικῶν ἐντὸς τῆς ὁρισθείσης προθεσμίας. xyxy=(1233,848,1391,965)
col5-body-28: Ἡ κυβέρνησις ἀνακοινοῖ ὅτι αἱ σχετικαὶ διατάξεις θὰ ἐφαρμοσθοῦν ἀμέσως. Οἱ ἐνδιαφερόμενοι καλοῦνται ὅπως προσέλθουν εἰς τὰ γραφεῖα πρὸς ὑποβολὴν τῶν αἰτήσεών των μετὰ τῶν ἀπαιτουμένων δικαιολογητικῶν ἐντὸς τῆς ὁρισθείσης προθεσμίας. xyxy=(1233,1873,1391,1989)
column-2 xyxy=(328,60,502,2548)
routes-company: ΕΛΛΗΝΙΚΑΙ ΜΕΣΟΓΕΙΑΚΑΙ ΓΡΑΜΜΑΙ Α. Ε. xyxy=(509,1491,653,1518)
col3-body-9: Ἡ κυβέρνησις ἀνακοινοῖ ὅτι αἱ σχετικαὶ διατάξεις θὰ ἐφαρμοσθοῦν ἀμέσως. Οἱ ἐνδιαφερόμενοι καλοῦνται ὅπως προσέλθουν εἰς τὰ γραφεῖα πρὸς ὑποβολὴν τῶν αἰτήσεών των μετὰ τῶν ἀπαιτουμένων δικαιολογητικῶν ἐντὸς τῆς ὁρισθείσης προθεσμίας. xyxy=(504,1270,658,1385)
to-line: Πρὸς τὸν κ. Κ. Βενιζέλον xyxy=(10,342,128,353)
kosmos-body-9: Ἡ κυβέρνησις ἀνακοινοῖ ὅτι αἱ σχετικαὶ διατάξεις θὰ ἐφαρμοσθοῦν ἀμέσως. Οἱ ἐνδιαφερόμενοι καλοῦνται ὅπως προσέλθουν εἰς τὰ γραφεῖα πρὸς ὑποβολὴν τῶν αἰτήσεών των μετὰ τῶν ἀπαιτουμένων δικαιολογητικῶν ἐντὸς τῆς ὁρισθείσης προθεσμίας. xyxy=(10,2056,159,2185)
closing-signature: Οἱ Ἔφοροι Ν. Βαρσάκας Κ. Βενιζέλος xyxy=(176,835,307,859)
col5-body-2: Ἡ κυβέρνησις ἀνακοινοῖ ὅτι αἱ σχετικαὶ διατάξεις θὰ ἐφαρμοσθοῦν ἀμέσως. Οἱ ἐνδιαφερόμενοι καλοῦνται ὅπως προσέλθουν εἰς τὰ γραφεῖα πρὸς ὑποβολὴν τῶν αἰτήσεών των μετὰ τῶν ἀπαιτουμένων δικαιολογητικῶν ἐντὸς τῆς ὁρισθείσης προθεσμίας. xyxy=(1068,549,1226,664)
col4-body-4: Ἡ κυβέρνησις ἀνακοινοῖ ὅτι αἱ σχετικαὶ διατάξεις θὰ ἐφαρμοσθοῦν ἀμέσως. Οἱ ἐνδιαφερόμενοι καλοῦνται ὅπως προσέλθουν εἰς τὰ γραφεῖα πρὸς ὑποβολὴν τῶν αἰτήσεών των μετὰ τῶν ἀπαιτουμένων δικαιολογητικῶν ἐντὸς τῆς ὁρισθείσης προθεσμίας. xyxy=(830,435,1055,511)
col5-body-29: Ἡ κυβέρνησις ἀνακοινοῖ ὅτι αἱ σχετικαὶ διατάξεις θὰ ἐφαρμοσθοῦν ἀμέσως. Οἱ ἐνδιαφερόμενοι καλοῦνται ὅπως προσέλθουν εἰς τὰ γραφεῖα πρὸς ὑποβολὴν τῶν αἰτήσεών των μετὰ τῶν ἀπαιτουμένων δικαιολογητικῶν ἐντὸς τῆς ὁρισθείσης προθεσμίας. xyxy=(1233,1991,1391,2106)
col5-body-22: Ἡ κυβέρνησις ἀνακοινοῖ ὅτι αἱ σχετικαὶ διατάξεις θὰ ἐφαρμοσθοῦν ἀμέσως. Οἱ ἐνδιαφερόμενοι καλοῦνται ὅπως προσέλθουν εἰς τὰ γραφεῖα πρὸς ὑποβολὴν τῶν αἰτήσεών των μετὰ τῶν ἀπαιτουμένων δικαιολογητικῶν ἐντὸς τῆς ὁρισθείσης προθεσμίας. xyxy=(1068,1873,1226,1989)
col4-body-13: Ἡ κυβέρνησις ἀνακοινοῖ ὅτι αἱ σχετικαὶ διατάξεις θὰ ἐφαρμοσθοῦν ἀμέσως. Οἱ ἐνδιαφερόμενοι καλοῦνται ὅπως προσέλθουν εἰς τὰ γραφεῖα πρὸς ὑποβολὴν τῶν αἰτήσεών των μετὰ τῶν ἀπαιτουμένων δικαιολογητικῶν ἐντὸς τῆς ὁρισθείσης προθεσμίας. xyxy=(830,1287,1055,1364)
col2-body-7: Ἡ κυβέρνησις ἀνακοινοῖ ὅτι αἱ σχετικαὶ διατάξεις θὰ ἐφαρμοσθοῦν ἀμέσως. Οἱ ἐνδιαφερόμενοι καλοῦνται ὅπως προσέλθουν εἰς τὰ γραφεῖα πρὸς ὑποβολὴν τῶν αἰτήσεών των μετὰ τῶν ἀπαιτουμένων δικαιολογητικῶν ἐντὸς τῆς ὁρισθείσης προθεσμίας. xyxy=(328,933,492,1049)
col2-body-4: Ἡ κυβέρνησις ἀνακοινοῖ ὅτι αἱ σχετικαὶ διατάξεις θὰ ἐφαρμοσθοῦν ἀμέσως. Οἱ ἐνδιαφερόμενοι καλοῦνται ὅπως προσέλθουν εἰς τὰ γραφεῖα πρὸς ὑποβολὴν τῶν αἰτήσεών των μετὰ τῶν ἀπαιτουμένων δικαιολογητικῶν ἐντὸς τῆς ὁρισθείσης προθεσμίας. xyxy=(328,582,492,697)
col5-body-24: Ἡ κυβέρνησις ἀνακοινοῖ ὅτι αἱ σχετικαὶ διατάξεις θὰ ἐφαρμοσθοῦν ἀμέσως. Οἱ ἐνδιαφερόμενοι καλοῦνται ὅπως προσέλθουν εἰς τὰ γραφεῖα πρὸς ὑποβολὴν τῶν αἰτήσεών των μετὰ τῶν ἀπαιτουμένων δικαιολογητικῶν ἐντὸς τῆς ὁρισθείσης προθεσμίας. xyxy=(1068,2108,1226,2223)
kosmos-body-7: Ἡ κυβέρνησις ἀνακοινοῖ ὅτι αἱ σχετικαὶ διατάξεις θὰ ἐφαρμοσθοῦν ἀμέσως. Οἱ ἐνδιαφερόμενοι καλοῦνται ὅπως προσέλθουν εἰς τὰ γραφεῖα πρὸς ὑποβολὴν τῶν αἰτήσεών των μετὰ τῶν ἀπαιτουμένων δικαιολογητικῶν ἐντὸς τῆς ὁρισθείσης προθεσμίας. xyxy=(10,1796,159,1924)
col2-body-13: Ἡ κυβέρνησις ἀνακοινοῖ ὅτι αἱ σχετικαὶ διατάξεις θὰ ἐφαρμοσθοῦν ἀμέσως. Οἱ ἐνδιαφερόμενοι καλοῦνται ὅπως προσέλθουν εἰς τὰ γραφεῖα πρὸς ὑποβολὴν τῶν αἰτήσεών των μετὰ τῶν ἀπαιτουμένων δικαιολογητικῶν ἐντὸς τῆς ὁρισθείσης προθεσμίας. xyxy=(328,1798,492,1914)
col5-body-1: Ἡ κυβέρνησις ἀνακοινοῖ ὅτι αἱ σχετικαὶ διατάξεις θὰ ἐφαρμοσθοῦν ἀμέσως. Οἱ ἐνδιαφερόμενοι καλοῦνται ὅπως προσέλθουν εἰς τὰ γραφεῖα πρὸς ὑποβολὴν τῶν αἰτήσεών των μετὰ τῶν ἀπαιτουμένων δικαιολογητικῶν ἐντὸς τῆς ὁρισθείσης προθεσμίας. xyxy=(1068,432,1226,547)
timor-text: δὲν καταστρέφει τὰ ὑποδήματα σας διότι κατασκευάζεται μὲ ὑλικὰ ΒΡΑΖΙΛΙΑΣ xyxy=(532,2005,791,2033)
col1b-body-12: Ἡ κυβέρνησις ἀνακοινοῖ ὅτι αἱ σχετικαὶ διατάξεις θὰ ἐφαρμοσθοῦν ἀμέσως. Οἱ ἐνδιαφερόμενοι καλοῦνται ὅπως προσέλθουν εἰς τὰ γραφεῖα πρὸς ὑποβολὴν τῶν αἰτήσεών των μετὰ τῶν ἀπαιτουμένων δικαιολογητικῶν ἐντὸς τῆς ὁρισθείσης προθεσμίας. xyxy=(166,2338,316,2467)
arson-headline: ΑΠΟΠΕΙΡΑ ΕΜΠΡΗΣΜΟΥ xyxy=(1238,1153,1386,1167)
linguaphone-cta: ΕΛΑΤΕ Ν' ΑΚΟΥΣΕΤΕ ΤΟ xyxy=(685,1181,799,1193)
ministry-supply-title: ΥΠΟΥΡΓΕΙΟΝ ΕΦΟΔΙΑΣΜΟΥ - ΔΙΑΝΟΜΩΝ xyxy=(357,1486,462,1534)
col1b-body-7: Ἡ κυβέρνησις ἀνακοινοῖ ὅτι αἱ σχετικαὶ διατάξεις θὰ ἐφαρμοσθοῦν ἀμέσως. Οἱ ἐνδιαφερόμενοι καλοῦνται ὅπως προσέλθουν εἰς τὰ γραφεῖα πρὸς ὑποβολὴν τῶν αἰτήσεών των μετὰ τῶν ἀπαιτουμένων δικαιολογητικῶν ἐντὸς τῆς ὁρισθείσης προθεσμίας. xyxy=(166,1687,316,1816)
kosmos-body-6: Ἡ κυβέρνησις ἀνακοινοῖ ὅτι αἱ σχετικαὶ διατάξεις θὰ ἐφαρμοσθοῦν ἀμέσως. Οἱ ἐνδιαφερόμενοι καλοῦνται ὅπως προσέλθουν εἰς τὰ γραφεῖα πρὸς ὑποβολὴν τῶν αἰτήσεών των μετὰ τῶν ἀπαιτουμένων δικαιολογητικῶν ἐντὸς τῆς ὁρισθείσης προθεσμίας. xyxy=(10,1665,159,1794)
col3-body-2: Ἡ κυβέρνησις ἀνακοινοῖ ὅτι αἱ σχετικαὶ διατάξεις θὰ ἐφαρμοσθοῦν ἀμέσως. Οἱ ἐνδιαφερόμενοι καλοῦνται ὅπως προσέλθουν εἰς τὰ γραφεῖα πρὸς ὑποβολὴν τῶν αἰτήσεών των μετὰ τῶν ἀπαιτουμένων δικαιολογητικῶν ἐντὸς τῆς ὁρισθείσης προθεσμίας. xyxy=(504,449,658,564)
col2-body-17: Ἡ κυβέρνησις ἀνακοινοῖ ὅτι αἱ σχετικαὶ διατάξεις θὰ ἐφαρμοσθοῦν ἀμέσως. Οἱ ἐνδιαφερόμενοι καλοῦνται ὅπως προσέλθουν εἰς τὰ γραφεῖα πρὸς ὑποβολὴν τῶν αἰτήσεών των μετὰ τῶν ἀπαιτουμένων δικαιολογητικῶν ἐντὸς τῆς ὁρισθείσης προθεσμίας. xyxy=(328,2303,492,2419)
article-body-6: Ἡ κυβέρνησις ἀνακοινοῖ ὅτι αἱ σχετικαὶ διατάξεις θὰ ἐφαρμοσθοῦν ἀμέσως. Οἱ ἐνδιαφερόμενοι καλοῦνται ὅπως προσέλθουν εἰς τὰ γραφεῖα πρὸς ὑποβολὴν τῶν αἰτήσεών των μετὰ τῶν ἀπαιτουμένων δικαιολογητικῶν ἐντὸς τῆς ὁρισθείσης προθεσμίας. xyxy=(166,440,316,569)
col5-body-4: Ἡ κυβέρνησις ἀνακοινοῖ ὅτι αἱ σχετικαὶ διατάξεις θὰ ἐφαρμοσθοῦν ἀμέσως. Οἱ ἐνδιαφερόμενοι καλοῦνται ὅπως προσέλθουν εἰς τὰ γραφεῖα πρὸς ὑποβολὴν τῶν αἰτήσεών των μετὰ τῶν ἀπαιτουμένων δικαιολογητικῶν ἐντὸς τῆς ὁρισθείσης προθεσμίας. xyxy=(1068,783,1226,898)
linguaphone-body: Ἡ κυβέρνησις ἀνακοινοῖ ὅτι αἱ σχετικαὶ διατάξεις θὰ ἐφαρμοσθοῦν ἀμέσως. Οἱ ἐνδιαφερόμενοι καλοῦνται ὅπως προσέλθουν εἰς τὰ γραφεῖα πρὸς ὑποβολὴν τῶν αἰτήσεών των μετὰ τῶν ἀπαιτουμένων δικαιολογητικῶν ἐντὸς τῆς ὁρισθείσης προθεσμίας. xyxy=(672,1055,812,1177)
col5-body-26: Ἡ κυβέρνησις ἀνακοινοῖ ὅτι αἱ σχετικαὶ διατάξεις θὰ ἐφαρμοσθοῦν ἀμέσως. Οἱ ἐνδιαφερόμενοι καλοῦνται ὅπως προσέλθουν εἰς τὰ γραφεῖα πρὸς ὑποβολὴν τῶν αἰτήσεών των μετὰ τῶν ἀπαιτουμένων δικαιολογητικῶν ἐντὸς τῆς ὁρισθείσης προθεσμίας. xyxy=(1233,1638,1391,1755)
col1b-body-5: Ἡ κυβέρνησις ἀνακοινοῖ ὅτι αἱ σχετικαὶ διατάξεις θὰ ἐφαρμοσθοῦν ἀμέσως. Οἱ ἐνδιαφερόμενοι καλοῦνται ὅπως προσέλθουν εἰς τὰ γραφεῖα πρὸς ὑποβολὴν τῶν αἰτήσεών των μετὰ τῶν ἀπαιτουμένων δικαιολογητικῶν ἐντὸς τῆς ὁρισθείσης προθεσμίας. xyxy=(166,1426,316,1555)
twa-line3: ΑΜΕΡΙΚΗΝ xyxy=(709,1674,775,1688)
portrait-sketch-icon xyxy=(1073,66,1152,171)
col5-body-7: Ἡ κυβέρνησις ἀνακοινοῖ ὅτι αἱ σχετικαὶ διατάξεις θὰ ἐφαρμοσθοῦν ἀμέσως. Οἱ ἐνδιαφερόμενοι καλοῦνται ὅπως προσέλθουν εἰς τὰ γραφεῖα πρὸς ὑποβολὴν τῶν αἰτήσεών των μετὰ τῶν ἀπαιτουμένων δικαιολογητικῶν ἐντὸς τῆς ὁρισθείσης προθεσμίας. xyxy=(1233,263,1391,378)
kosmos-body-2: Ἡ κυβέρνησις ἀνακοινοῖ ὅτι αἱ σχετικαὶ διατάξεις θὰ ἐφαρμοσθοῦν ἀμέσως. Οἱ ἐνδιαφερόμενοι καλοῦνται ὅπως προσέλθουν εἰς τὰ γραφεῖα πρὸς ὑποβολὴν τῶν αἰτήσεών των μετὰ τῶν ἀπαιτουμένων δικαιολογητικῶν ἐντὸς τῆς ὁρισθείσης προθεσμίας. xyxy=(10,1144,159,1272)
col4-body-9: Ἡ κυβέρνησις ἀνακοινοῖ ὅτι αἱ σχετικαὶ διατάξεις θὰ ἐφαρμοσθοῦν ἀμέσως. Οἱ ἐνδιαφερόμενοι καλοῦνται ὅπως προσέλθουν εἰς τὰ γραφεῖα πρὸς ὑποβολὴν τῶν αἰτήσεών των μετὰ τῶν ἀπαιτουμένων δικαιολογητικῶν ἐντὸς τῆς ὁρισθείσης προθεσμίας. xyxy=(830,974,1055,1051)
col2-body-9: Ἡ κυβέρνησις ἀνακοινοῖ ὅτι αἱ σχετικαὶ διατάξεις θὰ ἐφαρμοσθοῦν ἀμέσως. Οἱ ἐνδιαφερόμενοι καλοῦνται ὅπως προσέλθουν εἰς τὰ γραφεῖα πρὸς ὑποβολὴν τῶν αἰτήσεών των μετὰ τῶν ἀπαιτουμένων δικαιολογητικῶν ἐντὸς τῆς ὁρισθείσης προθεσμίας. xyxy=(328,1229,492,1345)
col4-body-22: Ἡ κυβέρνησις ἀνακοινοῖ ὅτι αἱ σχετικαὶ διατάξεις θὰ ἐφαρμοσθοῦν ἀμέσως. Οἱ ἐνδιαφερόμενοι καλοῦνται ὅπως προσέλθουν εἰς τὰ γραφεῖα πρὸς ὑποβολὴν τῶν αἰτήσεών των μετὰ τῶν ἀπαιτουμένων δικαιολογητικῶν ἐντὸς τῆς ὁρισθείσης προθεσμίας. xyxy=(830,2012,1055,2089)
electric-company-sub: ΠΩΛΗΣΙΣ ΑΧΡΗΣΤΟΥ ΥΛΙΚΟΥ xyxy=(333,1101,487,1112)
shaw-title: Ὁδηγὸς xyxy=(1180,101,1362,156)
col4-body-7: Ἡ κυβέρνησις ἀνακοινοῖ ὅτι αἱ σχετικαὶ διατάξεις θὰ ἐφαρμοσθοῦν ἀμέσως. Οἱ ἐνδιαφερόμενοι καλοῦνται ὅπως προσέλθουν εἰς τὰ γραφεῖα πρὸς ὑποβολὴν τῶν αἰτήσεών των μετὰ τῶν ἀπαιτουμένων δικαιολογητικῶν ἐντὸς τῆς ὁρισθείσης προθεσμίας. xyxy=(830,740,1055,816)
col1b-body-2: Ἡ κυβέρνησις ἀνακοινοῖ ὅτι αἱ σχετικαὶ διατάξεις θὰ ἐφαρμοσθοῦν ἀμέσως. Οἱ ἐνδιαφερόμενοι καλοῦνται ὅπως προσέλθουν εἰς τὰ γραφεῖα πρὸς ὑποβολὴν τῶν αἰτήσεών των μετὰ τῶν ἀπαιτουμένων δικαιολογητικῶν ἐντὸς τῆς ὁρισθείσης προθεσμίας. xyxy=(166,1035,316,1164)
col4-body-1: Ἡ κυβέρνησις ἀνακοινοῖ ὅτι αἱ σχετικαὶ διατάξεις θὰ ἐφαρμοσθοῦν ἀμέσως. Οἱ ἐνδιαφερόμενοι καλοῦνται ὅπως προσέλθουν εἰς τὰ γραφεῖα πρὸς ὑποβολὴν τῶν αἰτήσεών των μετὰ τῶν ἀπαιτουμένων δικαιολογητικῶν ἐντὸς τῆς ὁρισθείσης προθεσμίας. xyxy=(830,154,1055,231)
air-ministry-1-signature: Ο Ὑπουργὸς Α. ΜΠΑΚΑΛΜΠΑΣΗΣ xyxy=(1093,2341,1201,2365)
col5-body-27: Ἡ κυβέρνησις ἀνακοινοῖ ὅτι αἱ σχετικαὶ διατάξεις θὰ ἐφαρμοσθοῦν ἀμέσως. Οἱ ἐνδιαφερόμενοι καλοῦνται ὅπως προσέλθουν εἰς τὰ γραφεῖα πρὸς ὑποβολὴν τῶν αἰτήσεών των μετὰ τῶν ἀπαιτουμένων δικαιολογητικῶν ἐντὸς τῆς ὁρισθείσης προθεσμίας. xyxy=(1233,1755,1391,1872)
col5-body-6: Ἡ κυβέρνησις ἀνακοινοῖ ὅτι αἱ σχετικαὶ διατάξεις θὰ ἐφαρμοσθοῦν ἀμέσως. Οἱ ἐνδιαφερόμενοι καλοῦνται ὅπως προσέλθουν εἰς τὰ γραφεῖα πρὸς ὑποβολὴν τῶν αἰτήσεών των μετὰ τῶν ἀπαιτουμένων δικαιολογητικῶν ἐντὸς τῆς ὁρισθείσης προθεσμίας. xyxy=(1068,1018,1226,1133)
linguaphone-inst-brand: LINGUAPHONE xyxy=(693,1243,791,1259)
gramophone-icon xyxy=(711,973,772,1016)
section-number: 10ον xyxy=(65,309,105,329)
col5-body-8: Ἡ κυβέρνησις ἀνακοινοῖ ὅτι αἱ σχετικαὶ διατάξεις θὰ ἐφαρμοσθοῦν ἀμέσως. Οἱ ἐνδιαφερόμενοι καλοῦνται ὅπως προσέλθουν εἰς τὰ γραφεῖα πρὸς ὑποβολὴν τῶν αἰτήσεών των μετὰ τῶν ἀπαιτουμένων δικαιολογητικῶν ἐντὸς τῆς ὁρισθείσης προθεσμίας. xyxy=(1233,380,1391,495)
kosmos-body-12: Ἡ κυβέρνησις ἀνακοινοῖ ὅτι αἱ σχετικαὶ διατάξεις θὰ ἐφαρμοσθοῦν ἀμέσως. Οἱ ἐνδιαφερόμενοι καλοῦνται ὅπως προσέλθουν εἰς τὰ γραφεῖα πρὸς ὑποβολὴν τῶν αἰτήσεών των μετὰ τῶν ἀπαιτουμένων δικαιολογητικῶν ἐντὸς τῆς ὁρισθείσης προθεσμίας. xyxy=(10,2447,159,2575)
timor-ad xyxy=(504,1942,819,2040)
ship-3-info: Ἡ κυβέρνησις ἀνακοινοῖ ὅτι αἱ σχετικαὶ διατάξεις θὰ ἐφαρμοσθοῦν ἀμέσως. Οἱ ἐνδιαφερόμενοι καλοῦνται ὅπως προσέλθουν εἰς τὰ γραφεῖα πρὸς ὑποβολὴν τῶν αἰτήσεών των μετὰ τῶν ἀπαιτουμένων δικαιολογητικῶν ἐντὸς τῆς ὁρισθείσης προθεσμίας. xyxy=(504,1798,658,1915)
col3-body-10: Ἡ κυβέρνησις ἀνακοινοῖ ὅτι αἱ σχετικαὶ διατάξεις θὰ ἐφαρμοσθοῦν ἀμέσως. Οἱ ἐνδιαφερόμενοι καλοῦνται ὅπως προσέλθουν εἰς τὰ γραφεῖα πρὸς ὑποβολὴν τῶν αἰτήσεών των μετὰ τῶν ἀπαιτουμένων δικαιολογητικῶν ἐντὸς τῆς ὁρισθείσης προθεσμίας. xyxy=(665,227,819,343)
col1b-body-11: Ἡ κυβέρνησις ἀνακοινοῖ ὅτι αἱ σχετικαὶ διατάξεις θὰ ἐφαρμοσθοῦν ἀμέσως. Οἱ ἐνδιαφερόμενοι καλοῦνται ὅπως προσέλθουν εἰς τὰ γραφεῖα πρὸς ὑποβολὴν τῶν αἰτήσεών των μετὰ τῶν ἀπαιτουμένων δικαιολογητικῶν ἐντὸς τῆς ὁρισθείσης προθεσμίας. xyxy=(166,2208,316,2337)
col3-body-12: Ἡ κυβέρνησις ἀνακοινοῖ ὅτι αἱ σχετικαὶ διατάξεις θὰ ἐφαρμοσθοῦν ἀμέσως. Οἱ ἐνδιαφερόμενοι καλοῦνται ὅπως προσέλθουν εἰς τὰ γραφεῖα πρὸς ὑποβολὴν τῶν αἰτήσεών των μετὰ τῶν ἀπαιτουμένων δικαιολογητικῶν ἐντὸς τῆς ὁρισθείσης προθεσμίας. xyxy=(665,462,819,578)
col4-body-2: Ἡ κυβέρνησις ἀνακοινοῖ ὅτι αἱ σχετικαὶ διατάξεις θὰ ἐφαρμοσθοῦν ἀμέσως. Οἱ ἐνδιαφερόμενοι καλοῦνται ὅπως προσέλθουν εἰς τὰ γραφεῖα πρὸς ὑποβολὴν τῶν αἰτήσεών των μετὰ τῶν ἀπαιτουμένων δικαιολογητικῶν ἐντὸς τῆς ὁρισθείσης προθεσμίας. xyxy=(830,279,1055,355)
col2-body-5: Ἡ κυβέρνησις ἀνακοινοῖ ὅτι αἱ σχετικαὶ διατάξεις θὰ ἐφαρμοσθοῦν ἀμέσως. Οἱ ἐνδιαφερόμενοι καλοῦνται ὅπως προσέλθουν εἰς τὰ γραφεῖα πρὸς ὑποβολὴν τῶν αἰτήσεών των μετὰ τῶν ἀπαιτουμένων δικαιολογητικῶν ἐντὸς τῆς ὁρισθείσης προθεσμίας. xyxy=(328,699,492,814)
col5-body-14: Ἡ κυβέρνησις ἀνακοινοῖ ὅτι αἱ σχετικαὶ διατάξεις θὰ ἐφαρμοσθοῦν ἀμέσως. Οἱ ἐνδιαφερόμενοι καλοῦνται ὅπως προσέλθουν εἰς τὰ γραφεῖα πρὸς ὑποβολὴν τῶν αἰτήσεών των μετὰ τῶν ἀπαιτουμένων δικαιολογητικῶν ἐντὸς τῆς ὁρισθείσης προθεσμίας. xyxy=(1068,1213,1226,1328)
col1b-body-10: Ἡ κυβέρνησις ἀνακοινοῖ ὅτι αἱ σχετικαὶ διατάξεις θὰ ἐφαρμοσθοῦν ἀμέσως. Οἱ ἐνδιαφερόμενοι καλοῦνται ὅπως προσέλθουν εἰς τὰ γραφεῖα πρὸς ὑποβολὴν τῶν αἰτήσεών των μετὰ τῶν ἀπαιτουμένων δικαιολογητικῶν ἐντὸς τῆς ὁρισθείσης προθεσμίας. xyxy=(166,2078,316,2206)
col1b-body-4: Ἡ κυβέρνησις ἀνακοινοῖ ὅτι αἱ σχετικαὶ διατάξεις θὰ ἐφαρμοσθοῦν ἀμέσως. Οἱ ἐνδιαφερόμενοι καλοῦνται ὅπως προσέλθουν εἰς τὰ γραφεῖα πρὸς ὑποβολὴν τῶν αἰτήσεών των μετὰ τῶν ἀπαιτουμένων δικαιολογητικῶν ἐντὸς τῆς ὁρισθείσης προθεσμίας. xyxy=(166,1296,316,1424)
small-states-sub: ΕΚ ΤΗΣ 1ης ΣΕΛΙΔΟΣ xyxy=(891,573,994,584)
col5-body-31: Ἡ κυβέρνησις ἀνακοινοῖ ὅτι αἱ σχετικαὶ διατάξεις θὰ ἐφαρμοσθοῦν ἀμέσως. Οἱ ἐνδιαφερόμενοι καλοῦνται ὅπως προσέλθουν εἰς τὰ γραφεῖα πρὸς ὑποβολὴν τῶν αἰτήσεών των μετὰ τῶν ἀπαιτουμένων δικαιολογητικῶν ἐντὸς τῆς ὁρισθείσης προθεσμίας. xyxy=(1233,2225,1391,2340)
date-line: Ἐν Ἀθήναις τῇ 9 Ἰουνίου 1862 xyxy=(10,329,153,340)
import-subtitle: Η ΠΑΡΑΛΑΒΗ ΤΩΝ ΚΟΜΙΣΘΕΝΤΩΝ ΑΝΕΥ ΑΔΕΙΑΣ ΕΜΠΟΡΕΥΜΑΤΩΝ xyxy=(506,193,817,224)
ship-ionia: «ΙΩΝΙΑ» xyxy=(557,1652,606,1667)
col5-body-3: Ἡ κυβέρνησις ἀνακοινοῖ ὅτι αἱ σχετικαὶ διατάξεις θὰ ἐφαρμοσθοῦν ἀμέσως. Οἱ ἐνδιαφερόμενοι καλοῦνται ὅπως προσέλθουν εἰς τὰ γραφεῖα πρὸς ὑποβολὴν τῶν αἰτήσεών των μετὰ τῶν ἀπαιτουμένων δικαιολογητικῶν ἐντὸς τῆς ὁρισθείσης προθεσμίας. xyxy=(1068,666,1226,781)
linguaphone-inst: ΙΝΣΤΙΤΟΥΤΟΝ xyxy=(709,1233,774,1244)
ministry-supply-sub: ΑΝΑΚΟΙΝΩΣΙΣ xyxy=(356,1541,463,1560)
article-body-3: Ἡ κυβέρνησις ἀνακοινοῖ ὅτι αἱ σχετικαὶ διατάξεις θὰ ἐφαρμοσθοῦν ἀμέσως. Οἱ ἐνδιαφερόμενοι καλοῦνται ὅπως προσέλθουν εἰς τὰ γραφεῖα πρὸς ὑποβολὴν τῶν αἰτήσεών των μετὰ τῶν ἀπαιτουμένων δικαιολογητικῶν ἐντὸς τῆς ὁρισθείσης προθεσμίας. xyxy=(10,628,159,757)
routes-contact: ΠΛΗΡΟΦΟΡΙΑΙ: ΑΓΕΝΤΑΙ ΕΤΑΙΡΕΙΑΣ xyxy=(521,1915,641,1935)
col2-body-6: Ἡ κυβέρνησις ἀνακοινοῖ ὅτι αἱ σχετικαὶ διατάξεις θὰ ἐφαρμοσθοῦν ἀμέσως. Οἱ ἐνδιαφερόμενοι καλοῦνται ὅπως προσέλθουν εἰς τὰ γραφεῖα πρὸς ὑποβολὴν τῶν αἰτήσεών των μετὰ τῶν ἀπαιτουμένων δικαιολογητικῶν ἐντὸς τῆς ὁρισθείσης προθεσμίας. xyxy=(328,816,492,931)
linguaphone-ad xyxy=(665,938,824,1270)
eviction-signature: ΤΟΜΑΣ ΧΑΜΙΛΤΟΝ xyxy=(958,1755,1055,1767)
col5-body-30: Ἡ κυβέρνησις ἀνακοινοῖ ὅτι αἱ σχετικαὶ διατάξεις θὰ ἐφαρμοσθοῦν ἀμέσως. Οἱ ἐνδιαφερόμενοι καλοῦνται ὅπως προσέλθουν εἰς τὰ γραφεῖα πρὸς ὑποβολὴν τῶν αἰτήσεών των μετὰ τῶν ἀπαιτουμένων δικαιολογητικῶν ἐντὸς τῆς ὁρισθείσης προθεσμίας. xyxy=(1233,2108,1391,2223)
col1b-body-9: Ἡ κυβέρνησις ἀνακοινοῖ ὅτι αἱ σχετικαὶ διατάξεις θὰ ἐφαρμοσθοῦν ἀμέσως. Οἱ ἐνδιαφερόμενοι καλοῦνται ὅπως προσέλθουν εἰς τὰ γραφεῖα πρὸς ὑποβολὴν τῶν αἰτήσεών των μετὰ τῶν ἀπαιτουμένων δικαιολογητικῶν ἐντὸς τῆς ὁρισθείσης προθεσμίας. xyxy=(166,1948,316,2076)
kosmos-body-3: Ἡ κυβέρνησις ἀνακοινοῖ ὅτι αἱ σχετικαὶ διατάξεις θὰ ἐφαρμοσθοῦν ἀμέσως. Οἱ ἐνδιαφερόμενοι καλοῦνται ὅπως προσέλθουν εἰς τὰ γραφεῖα πρὸς ὑποβολὴν τῶν αἰτήσεών των μετὰ τῶν ἀπαιτουμένων δικαιολογητικῶν ἐντὸς τῆς ὁρισθείσης προθεσμίας. xyxy=(10,1274,159,1402)
col2-body-16: Ἡ κυβέρνησις ἀνακοινοῖ ὅτι αἱ σχετικαὶ διατάξεις θὰ ἐφαρμοσθοῦν ἀμέσως. Οἱ ἐνδιαφερόμενοι καλοῦνται ὅπως προσέλθουν εἰς τὰ γραφεῖα πρὸς ὑποβολὴν τῶν αἰτήσεών των μετὰ τῶν ἀπαιτουμένων δικαιολογητικῶν ἐντὸς τῆς ὁρισθείσης προθεσμίας. xyxy=(328,2150,492,2266)
col3-body-6: Ἡ κυβέρνησις ἀνακοινοῖ ὅτι αἱ σχετικαὶ διατάξεις θὰ ἐφαρμοσθοῦν ἀμέσως. Οἱ ἐνδιαφερόμενοι καλοῦνται ὅπως προσέλθουν εἰς τὰ γραφεῖα πρὸς ὑποβολὴν τῶν αἰτήσεών των μετὰ τῶν ἀπαιτουμένων δικαιολογητικῶν ἐντὸς τῆς ὁρισθείσης προθεσμίας. xyxy=(504,918,658,1034)
column-1 xyxy=(10,61,320,2575)
column-3 xyxy=(504,59,824,2033)
col4-body-5: Ἡ κυβέρνησις ἀνακοινοῖ ὅτι αἱ σχετικαὶ διατάξεις θὰ ἐφαρμοσθοῦν ἀμέσως. Οἱ ἐνδιαφερόμενοι καλοῦνται ὅπως προσέλθουν εἰς τὰ γραφεῖα πρὸς ὑποβολὴν τῶν αἰτήσεών των μετὰ τῶν ἀπαιτουμένων δικαιολογητικῶν ἐντὸς τῆς ὁρισθείσης προθεσμίας. xyxy=(830,584,1055,660)
linguaphone-brand: LINGUAPHONE xyxy=(672,944,824,966)
kosmos-body-11: Ἡ κυβέρνησις ἀνακοινοῖ ὅτι αἱ σχετικαὶ διατάξεις θὰ ἐφαρμοσθοῦν ἀμέσως. Οἱ ἐνδιαφερόμενοι καλοῦνται ὅπως προσέλθουν εἰς τὰ γραφεῖα πρὸς ὑποβολὴν τῶν αἰτήσεών των μετὰ τῶν ἀπαιτουμένων δικαιολογητικῶν ἐντὸς τῆς ὁρισθείσης προθεσμίας. xyxy=(10,2316,159,2445)
twa-line2: διʼ ΙΤΑΛΙΑΝ xyxy=(689,1517,794,1568)
air-ministry-1-title: ΥΠΟΥΡΓΕΙΟΝ ΑΕΡΟΠΟΡΙΑΣ xyxy=(1106,1582,1187,1611)
col1b-body-6: Ἡ κυβέρνησις ἀνακοινοῖ ὅτι αἱ σχετικαὶ διατάξεις θὰ ἐφαρμοσθοῦν ἀμέσως. Οἱ ἐνδιαφερόμενοι καλοῦνται ὅπως προσέλθουν εἰς τὰ γραφεῖα πρὸς ὑποβολὴν τῶν αἰτήσεών των μετὰ τῶν ἀπαιτουμένων δικαιολογητικῶν ἐντὸς τῆς ὁρισθείσης προθεσμίας. xyxy=(166,1556,316,1686)
col5-body-19: Ἡ κυβέρνησις ἀνακοινοῖ ὅτι αἱ σχετικαὶ διατάξεις θὰ ἐφαρμοσθοῦν ἀμέσως. Οἱ ἐνδιαφερόμενοι καλοῦνται ὅπως προσέλθουν εἰς τὰ γραφεῖα πρὸς ὑποβολὴν τῶν αἰτήσεών των μετὰ τῶν ἀπαιτουμένων δικαιολογητικῶν ἐντὸς τῆς ὁρισθείσης προθεσμίας. xyxy=(1233,1405,1391,1520)
kosmos-body-4: Ἡ κυβέρνησις ἀνακοινοῖ ὅτι αἱ σχετικαὶ διατάξεις θὰ ἐφαρμοσθοῦν ἀμέσως. Οἱ ἐνδιαφερόμενοι καλοῦνται ὅπως προσέλθουν εἰς τὰ γραφεῖα πρὸς ὑποβολὴν τῶν αἰτήσεών των μετὰ τῶν ἀπαιτουμένων δικαιολογητικῶν ἐντὸς τῆς ὁρισθείσης προθεσμίας. xyxy=(10,1404,159,1533)
col3-body-14: Ἡ κυβέρνησις ἀνακοινοῖ ὅτι αἱ σχετικαὶ διατάξεις θὰ ἐφαρμοσθοῦν ἀμέσως. Οἱ ἐνδιαφερόμενοι καλοῦνται ὅπως προσέλθουν εἰς τὰ γραφεῖα πρὸς ὑποβολὴν τῶν αἰτήσεών των μετὰ τῶν ἀπαιτουμένων δικαιολογητικῶν ἐντὸς τῆς ὁρισθείσης προθεσμίας. xyxy=(665,696,819,812)
auction-title: ΔΗΜΟΠΡΑΣΙΑ ΣΕΚ xyxy=(335,2280,485,2299)
col2-body-2: Ἡ κυβέρνησις ἀνακοινοῖ ὅτι αἱ σχετικαὶ διατάξεις θὰ ἐφαρμοσθοῦν ἀμέσως. Οἱ ἐνδιαφερόμενοι καλοῦνται ὅπως προσέλθουν εἰς τὰ γραφεῖα πρὸς ὑποβολὴν τῶν αἰτήσεών των μετὰ τῶν ἀπαιτουμένων δικαιολογητικῶν ἐντὸς τῆς ὁρισθείσης προθεσμίας. xyxy=(328,348,492,463)
col2-body-10: Ἡ κυβέρνησις ἀνακοινοῖ ὅτι αἱ σχετικαὶ διατάξεις θὰ ἐφαρμοσθοῦν ἀμέσως. Οἱ ἐνδιαφερόμενοι καλοῦνται ὅπως προσέλθουν εἰς τὰ γραφεῖα πρὸς ὑποβολὴν τῶν αἰτήσεών των μετὰ τῶν ἀπαιτουμένων δικαιολογητικῶν ἐντὸς τῆς ὁρισθείσης προθεσμίας. xyxy=(328,1347,492,1462)
article-body-4: Ἡ κυβέρνησις ἀνακοινοῖ ὅτι αἱ σχετικαὶ διατάξεις θὰ ἐφαρμοσθοῦν ἀμέσως. Οἱ ἐνδιαφερόμενοι καλοῦνται ὅπως προσέλθουν εἰς τὰ γραφεῖα πρὸς ὑποβολὴν τῶν αἰτήσεών των μετὰ τῶν ἀπαιτουμένων δικαιολογητικῶν ἐντὸς τῆς ὁρισθείσης προθεσμίας. xyxy=(10,758,159,887)
